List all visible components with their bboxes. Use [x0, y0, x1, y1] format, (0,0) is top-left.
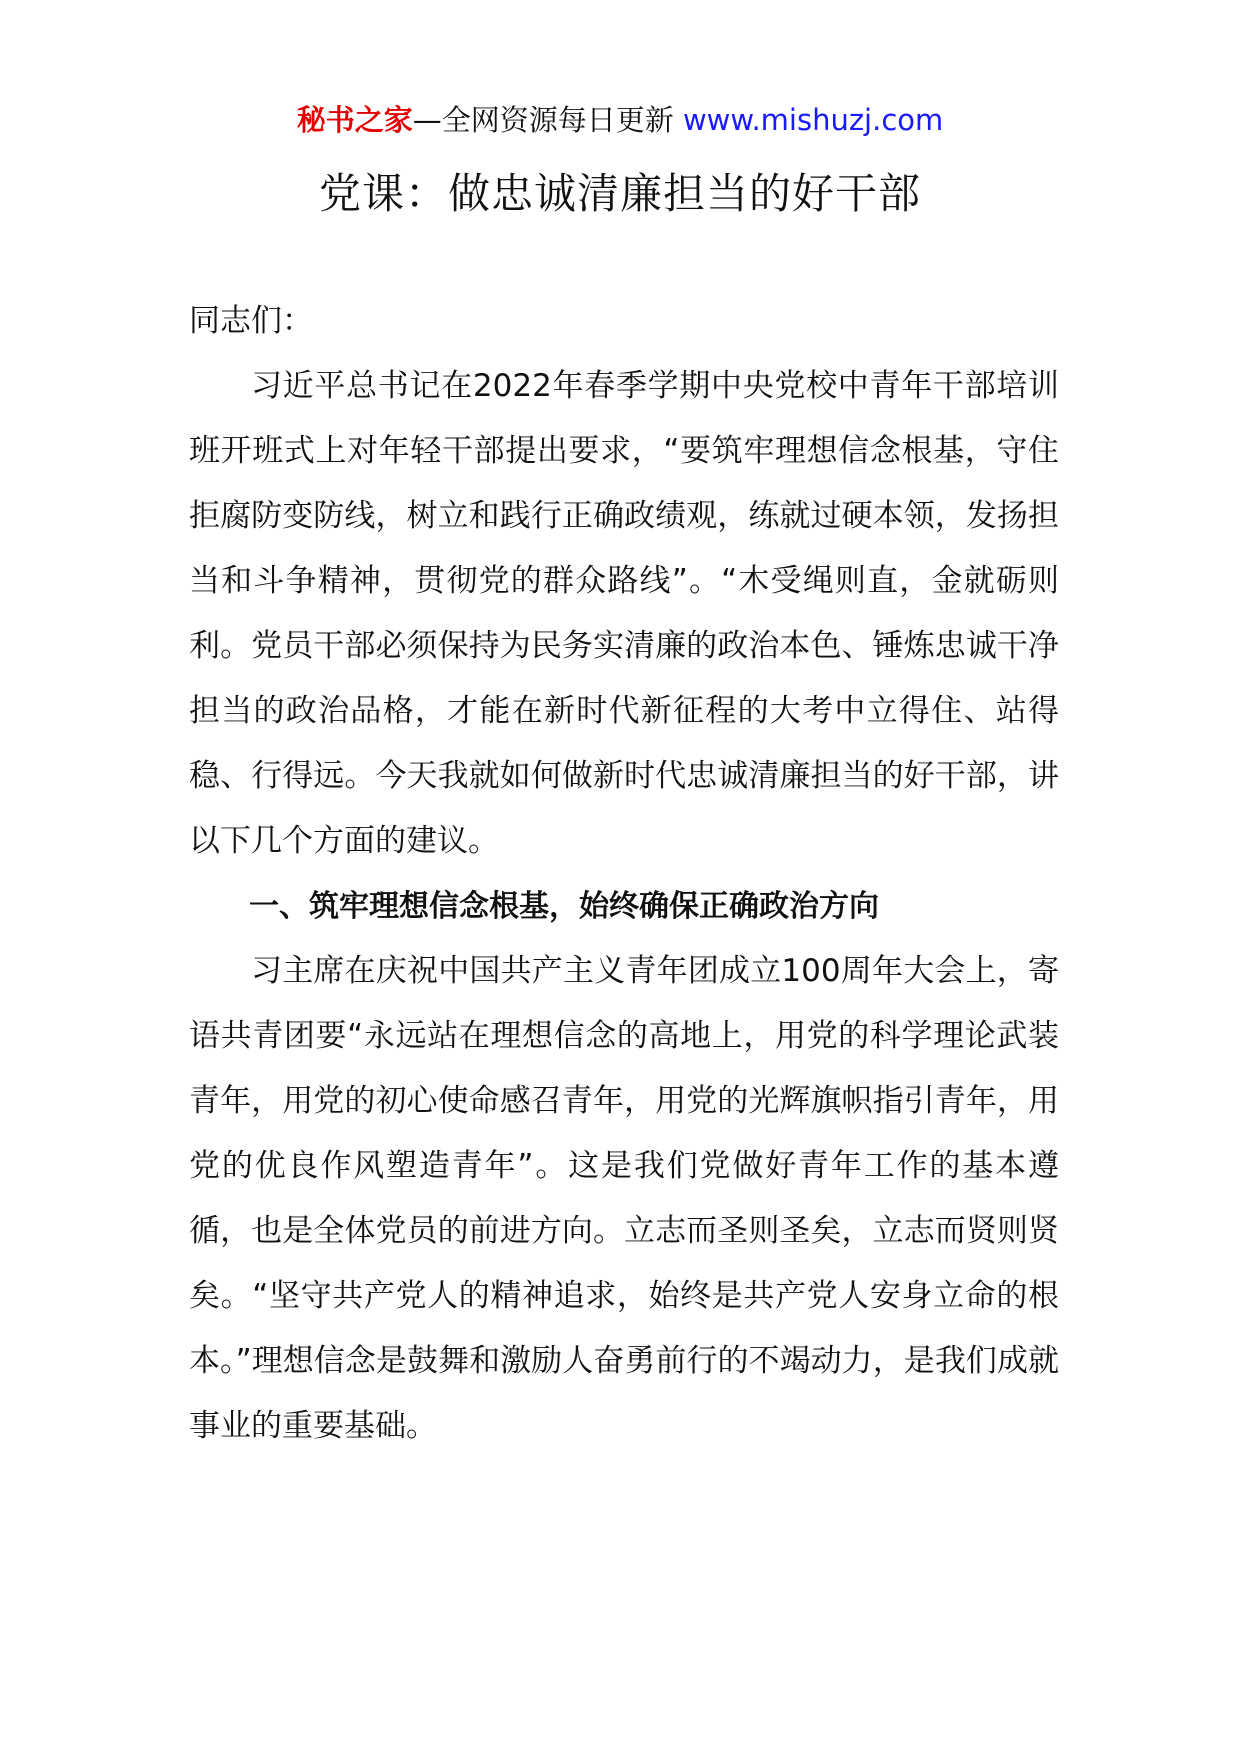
salutation: 同志们：	[189, 303, 313, 339]
intro-paragraph: 习近平总书记在2022年春季学期中央党校中青年干部培训班开班式上对年轻干部提出要求，“要筑牢理想信念根基，守住拒腐防变防线，树立和践行正确政绩观，练就过硬本领，发扬担当和斗争精神，贯彻党的群众路线”。“木受绳则直，金就砺则利。党员干部必须保持为民务实清廉的政治本色、锤炼忠诚干净担当的政治品格，才能在新时代新征程的大考中立得住、站得稳、行得远。今天我就如何做新时代忠诚清廉担当的好干部，讲以下几个方面的建议。	[189, 368, 1059, 859]
document-title: 党课：做忠诚清廉担当的好干部	[318, 169, 921, 218]
section-paragraph: 习主席在庆祝中国共产主义青年团成立100周年大会上，寄语共青团要“永远站在理想信念的高地上，用党的科学理论武装青年，用党的初心使命感召青年，用党的光辉旗帜指引青年，用党的优良作风塑造青年”。这是我们党做好青年工作的基本遵循，也是全体党员的前进方向。立志而圣则圣矣，立志而贤则贤矣。“坚守共产党人的精神追求，始终是共产党人安身立命的根本。”理想信念是鼓舞和激励人奋勇前行的不竭动力，是我们成就事业的重要基础。	[189, 953, 1059, 1444]
document-body	[189, 289, 1059, 1459]
site-slogan: —全网资源每日更新	[412, 103, 683, 137]
site-url-link[interactable]: www.mishuzj.com	[682, 103, 944, 137]
site-brand: 秘书之家	[296, 103, 413, 137]
site-header	[0, 100, 1240, 140]
section-heading: 一、筑牢理想信念根基，始终确保正确政治方向	[249, 889, 879, 924]
